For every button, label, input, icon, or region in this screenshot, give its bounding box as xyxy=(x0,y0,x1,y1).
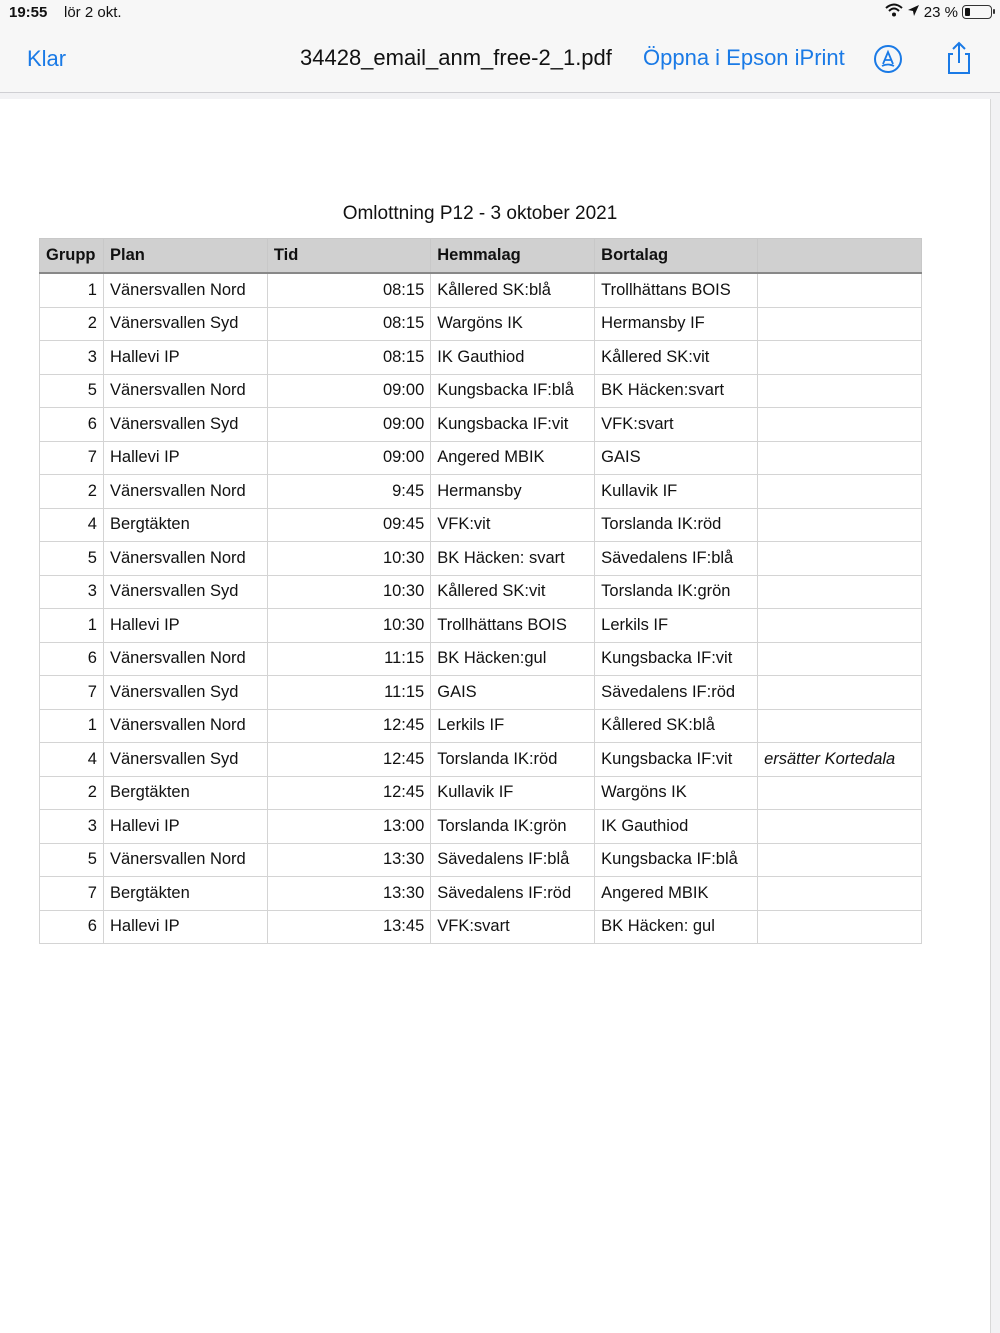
document-title: 34428_email_anm_free-2_1.pdf xyxy=(300,45,612,70)
table-row xyxy=(40,810,922,844)
group-cell: 3 xyxy=(40,341,104,375)
location-arrow-icon xyxy=(907,4,920,21)
time-cell: 09:45 xyxy=(267,508,430,542)
away-team-cell: Angered MBIK xyxy=(595,877,758,911)
markup-icon[interactable] xyxy=(873,44,903,74)
group-cell: 3 xyxy=(40,575,104,609)
time-cell: 09:00 xyxy=(267,408,430,442)
field-cell: Vänersvallen Syd xyxy=(103,676,267,710)
note-cell xyxy=(758,642,922,676)
column-header: Hemmalag xyxy=(431,239,595,274)
note-cell xyxy=(758,575,922,609)
time-cell: 12:45 xyxy=(267,743,430,777)
table-row xyxy=(40,743,922,777)
group-cell: 4 xyxy=(40,508,104,542)
battery-percent: 23 % xyxy=(923,3,958,21)
pdf-page[interactable] xyxy=(0,99,991,1333)
group-cell: 1 xyxy=(40,709,104,743)
group-cell: 2 xyxy=(40,776,104,810)
column-header: Grupp xyxy=(40,239,104,274)
group-cell: 2 xyxy=(40,307,104,341)
status-time: 19:55 xyxy=(9,4,48,21)
table-row xyxy=(40,408,922,442)
away-team-cell: VFK:svart xyxy=(595,408,758,442)
away-team-cell: Kungsbacka IF:blå xyxy=(595,843,758,877)
table-row xyxy=(40,877,922,911)
group-cell: 7 xyxy=(40,676,104,710)
schedule-table xyxy=(39,238,922,944)
note-cell xyxy=(758,843,922,877)
note-cell xyxy=(758,910,922,944)
table-row xyxy=(40,341,922,375)
wifi-icon xyxy=(885,3,903,21)
table-row xyxy=(40,609,922,643)
open-in-app-button[interactable]: Öppna i Epson iPrint xyxy=(643,45,845,70)
table-row xyxy=(40,307,922,341)
table-header-row xyxy=(40,239,922,274)
home-team-cell: IK Gauthiod xyxy=(431,341,595,375)
share-icon[interactable] xyxy=(944,40,974,76)
home-team-cell: Torslanda IK:grön xyxy=(431,810,595,844)
field-cell: Hallevi IP xyxy=(103,341,267,375)
time-cell: 13:30 xyxy=(267,877,430,911)
note-cell xyxy=(758,273,922,307)
home-team-cell: VFK:vit xyxy=(431,508,595,542)
group-cell: 5 xyxy=(40,843,104,877)
table-row xyxy=(40,910,922,944)
field-cell: Hallevi IP xyxy=(103,441,267,475)
away-team-cell: Kållered SK:blå xyxy=(595,709,758,743)
time-cell: 10:30 xyxy=(267,542,430,576)
away-team-cell: Torslanda IK:röd xyxy=(595,508,758,542)
group-cell: 5 xyxy=(40,542,104,576)
away-team-cell: Hermansby IF xyxy=(595,307,758,341)
status-date: lör 2 okt. xyxy=(64,4,122,21)
field-cell: Bergtäkten xyxy=(103,877,267,911)
home-team-cell: Sävedalens IF:röd xyxy=(431,877,595,911)
time-cell: 13:00 xyxy=(267,810,430,844)
table-row xyxy=(40,475,922,509)
field-cell: Hallevi IP xyxy=(103,810,267,844)
status-indicators xyxy=(885,3,992,21)
away-team-cell: Sävedalens IF:röd xyxy=(595,676,758,710)
document-heading: Omlottning P12 - 3 oktober 2021 xyxy=(342,203,618,224)
home-team-cell: Wargöns IK xyxy=(431,307,595,341)
time-cell: 08:15 xyxy=(267,307,430,341)
column-header: Tid xyxy=(267,239,430,274)
note-cell xyxy=(758,441,922,475)
column-header: Plan xyxy=(103,239,267,274)
table-row xyxy=(40,273,922,307)
table-row xyxy=(40,441,922,475)
table-row xyxy=(40,776,922,810)
field-cell: Vänersvallen Nord xyxy=(103,709,267,743)
home-team-cell: Kållered SK:blå xyxy=(431,273,595,307)
home-team-cell: Hermansby xyxy=(431,475,595,509)
away-team-cell: Kullavik IF xyxy=(595,475,758,509)
table-row xyxy=(40,843,922,877)
time-cell: 10:30 xyxy=(267,575,430,609)
note-cell xyxy=(758,776,922,810)
group-cell: 1 xyxy=(40,273,104,307)
time-cell: 9:45 xyxy=(267,475,430,509)
table-row xyxy=(40,542,922,576)
group-cell: 5 xyxy=(40,374,104,408)
table-row xyxy=(40,508,922,542)
note-cell xyxy=(758,810,922,844)
note-cell xyxy=(758,475,922,509)
away-team-cell: GAIS xyxy=(595,441,758,475)
field-cell: Vänersvallen Syd xyxy=(103,307,267,341)
time-cell: 08:15 xyxy=(267,273,430,307)
time-cell: 09:00 xyxy=(267,441,430,475)
away-team-cell: Kungsbacka IF:vit xyxy=(595,743,758,777)
note-cell xyxy=(758,307,922,341)
away-team-cell: Kållered SK:vit xyxy=(595,341,758,375)
group-cell: 6 xyxy=(40,408,104,442)
away-team-cell: Trollhättans BOIS xyxy=(595,273,758,307)
field-cell: Vänersvallen Syd xyxy=(103,408,267,442)
field-cell: Vänersvallen Nord xyxy=(103,374,267,408)
home-team-cell: Kullavik IF xyxy=(431,776,595,810)
time-cell: 10:30 xyxy=(267,609,430,643)
field-cell: Vänersvallen Nord xyxy=(103,273,267,307)
time-cell: 12:45 xyxy=(267,776,430,810)
home-team-cell: Trollhättans BOIS xyxy=(431,609,595,643)
group-cell: 1 xyxy=(40,609,104,643)
away-team-cell: Lerkils IF xyxy=(595,609,758,643)
away-team-cell: Wargöns IK xyxy=(595,776,758,810)
table-row xyxy=(40,575,922,609)
note-cell xyxy=(758,374,922,408)
home-team-cell: Kållered SK:vit xyxy=(431,575,595,609)
field-cell: Hallevi IP xyxy=(103,910,267,944)
home-team-cell: VFK:svart xyxy=(431,910,595,944)
home-team-cell: Torslanda IK:röd xyxy=(431,743,595,777)
home-team-cell: Kungsbacka IF:vit xyxy=(431,408,595,442)
field-cell: Vänersvallen Nord xyxy=(103,642,267,676)
note-cell xyxy=(758,542,922,576)
away-team-cell: Kungsbacka IF:vit xyxy=(595,642,758,676)
away-team-cell: IK Gauthiod xyxy=(595,810,758,844)
table-row xyxy=(40,709,922,743)
note-cell xyxy=(758,609,922,643)
away-team-cell: BK Häcken: gul xyxy=(595,910,758,944)
table-row xyxy=(40,642,922,676)
time-cell: 11:15 xyxy=(267,642,430,676)
home-team-cell: GAIS xyxy=(431,676,595,710)
status-bar xyxy=(0,0,1000,26)
field-cell: Vänersvallen Nord xyxy=(103,542,267,576)
field-cell: Bergtäkten xyxy=(103,508,267,542)
note-cell xyxy=(758,341,922,375)
group-cell: 4 xyxy=(40,743,104,777)
away-team-cell: BK Häcken:svart xyxy=(595,374,758,408)
home-team-cell: BK Häcken: svart xyxy=(431,542,595,576)
time-cell: 11:15 xyxy=(267,676,430,710)
note-cell: ersätter Kortedala xyxy=(758,743,922,777)
group-cell: 2 xyxy=(40,475,104,509)
home-team-cell: Lerkils IF xyxy=(431,709,595,743)
note-cell xyxy=(758,877,922,911)
time-cell: 13:30 xyxy=(267,843,430,877)
field-cell: Vänersvallen Nord xyxy=(103,843,267,877)
home-team-cell: Sävedalens IF:blå xyxy=(431,843,595,877)
away-team-cell: Torslanda IK:grön xyxy=(595,575,758,609)
group-cell: 7 xyxy=(40,441,104,475)
note-cell xyxy=(758,676,922,710)
note-cell xyxy=(758,709,922,743)
note-cell xyxy=(758,508,922,542)
field-cell: Bergtäkten xyxy=(103,776,267,810)
group-cell: 3 xyxy=(40,810,104,844)
home-team-cell: BK Häcken:gul xyxy=(431,642,595,676)
group-cell: 6 xyxy=(40,642,104,676)
time-cell: 08:15 xyxy=(267,341,430,375)
home-team-cell: Kungsbacka IF:blå xyxy=(431,374,595,408)
done-button[interactable]: Klar xyxy=(27,46,67,71)
table-row xyxy=(40,676,922,710)
time-cell: 12:45 xyxy=(267,709,430,743)
field-cell: Hallevi IP xyxy=(103,609,267,643)
column-header xyxy=(758,239,922,274)
field-cell: Vänersvallen Syd xyxy=(103,743,267,777)
group-cell: 6 xyxy=(40,910,104,944)
group-cell: 7 xyxy=(40,877,104,911)
column-header: Bortalag xyxy=(595,239,758,274)
battery-icon xyxy=(962,5,992,19)
table-row xyxy=(40,374,922,408)
time-cell: 09:00 xyxy=(267,374,430,408)
field-cell: Vänersvallen Syd xyxy=(103,575,267,609)
time-cell: 13:45 xyxy=(267,910,430,944)
field-cell: Vänersvallen Nord xyxy=(103,475,267,509)
home-team-cell: Angered MBIK xyxy=(431,441,595,475)
note-cell xyxy=(758,408,922,442)
away-team-cell: Sävedalens IF:blå xyxy=(595,542,758,576)
toolbar xyxy=(0,26,1000,93)
